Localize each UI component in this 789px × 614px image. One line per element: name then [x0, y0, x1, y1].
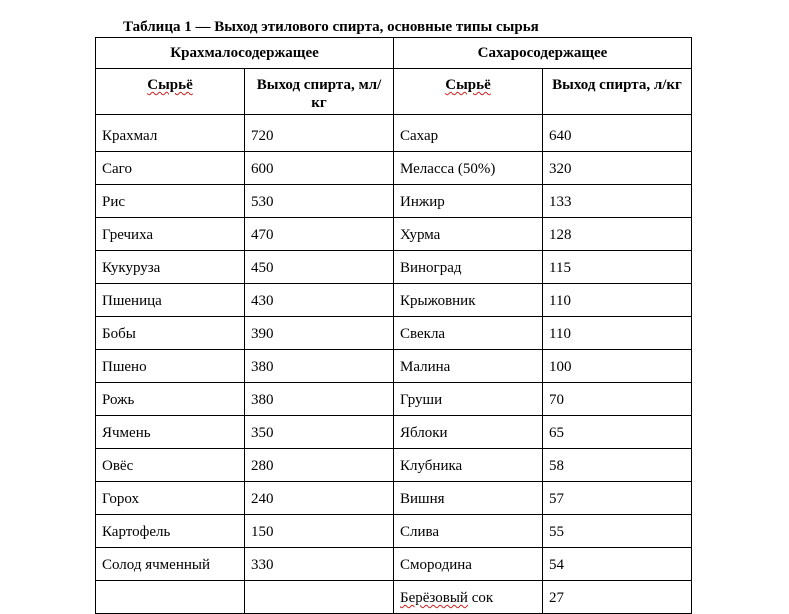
group-header-sugar: Сахаросодержащее [394, 38, 692, 69]
starch-material-cell: Рожь [96, 383, 245, 416]
sugar-yield-cell: 110 [543, 317, 692, 350]
starch-yield-cell: 280 [245, 449, 394, 482]
starch-material-cell: Саго [96, 152, 245, 185]
table-row [96, 185, 692, 218]
starch-yield-cell: 350 [245, 416, 394, 449]
starch-material-cell: Гречиха [96, 218, 245, 251]
sugar-material-cell: Свекла [394, 317, 543, 350]
starch-yield-cell: 150 [245, 515, 394, 548]
table-row [96, 115, 692, 152]
sugar-material-cell: Яблоки [394, 416, 543, 449]
column-header-row [96, 69, 692, 115]
sugar-yield-cell: 133 [543, 185, 692, 218]
sugar-yield-cell: 320 [543, 152, 692, 185]
table-row [96, 251, 692, 284]
starch-yield-cell: 430 [245, 284, 394, 317]
starch-material-cell: Кукуруза [96, 251, 245, 284]
sugar-material-cell [394, 581, 543, 614]
table-row [96, 449, 692, 482]
sugar-yield-cell: 128 [543, 218, 692, 251]
starch-yield-cell: 530 [245, 185, 394, 218]
sugar-yield-cell: 110 [543, 284, 692, 317]
column-header-sugar-yield: Выход спирта, л/кг [543, 69, 692, 115]
table-row [96, 317, 692, 350]
table-caption: Таблица 1 — Выход этилового спирта, основные типы сырья [123, 19, 539, 35]
starch-yield-cell: 330 [245, 548, 394, 581]
starch-material-cell: Пшеница [96, 284, 245, 317]
sugar-yield-cell: 54 [543, 548, 692, 581]
sugar-material-cell: Сахар [394, 115, 543, 152]
table-row [96, 218, 692, 251]
starch-yield-cell: 240 [245, 482, 394, 515]
starch-yield-cell: 600 [245, 152, 394, 185]
starch-material-cell: Пшено [96, 350, 245, 383]
sugar-yield-cell: 27 [543, 581, 692, 614]
sugar-material-cell: Вишня [394, 482, 543, 515]
starch-yield-cell: 380 [245, 383, 394, 416]
table-row [96, 581, 692, 614]
starch-material-cell: Солод ячменный [96, 548, 245, 581]
starch-yield-cell: 470 [245, 218, 394, 251]
sugar-material-cell: Груши [394, 383, 543, 416]
starch-yield-cell: 390 [245, 317, 394, 350]
sugar-material-cell: Слива [394, 515, 543, 548]
sugar-material-cell: Виноград [394, 251, 543, 284]
table-row [96, 152, 692, 185]
starch-material-cell: Бобы [96, 317, 245, 350]
sugar-yield-cell: 55 [543, 515, 692, 548]
sugar-yield-cell: 57 [543, 482, 692, 515]
sugar-yield-cell: 70 [543, 383, 692, 416]
sugar-yield-cell: 65 [543, 416, 692, 449]
sugar-material-cell: Смородина [394, 548, 543, 581]
starch-yield-cell: 720 [245, 115, 394, 152]
table-body [96, 38, 692, 614]
sugar-material-cell: Меласса (50%) [394, 152, 543, 185]
group-header-row [96, 38, 692, 69]
sugar-material-cell: Хурма [394, 218, 543, 251]
cell-word: сок [471, 590, 494, 606]
group-header-starch: Крахмалосодержащее [96, 38, 394, 69]
sugar-yield-cell: 100 [543, 350, 692, 383]
starch-yield-cell [245, 581, 394, 614]
starch-material-cell: Ячмень [96, 416, 245, 449]
table-row [96, 416, 692, 449]
column-header-starch-yield: Выход спирта, мл/кг [245, 69, 394, 115]
starch-material-cell: Крахмал [96, 115, 245, 152]
sugar-yield-cell: 640 [543, 115, 692, 152]
table-row [96, 284, 692, 317]
sugar-yield-cell: 115 [543, 251, 692, 284]
table-row [96, 383, 692, 416]
table-row [96, 515, 692, 548]
column-header-sugar-material [394, 69, 543, 115]
sugar-material-cell: Крыжовник [394, 284, 543, 317]
sugar-material-cell: Малина [394, 350, 543, 383]
spellcheck-word: Сырьё [445, 77, 491, 93]
sugar-material-cell: Инжир [394, 185, 543, 218]
column-header-starch-material [96, 69, 245, 115]
spellcheck-word: Сырьё [147, 77, 193, 93]
table-row [96, 548, 692, 581]
alcohol-yield-table [95, 37, 692, 614]
table-row [96, 482, 692, 515]
starch-material-cell [96, 581, 245, 614]
starch-material-cell: Картофель [96, 515, 245, 548]
table-row [96, 350, 692, 383]
starch-material-cell: Рис [96, 185, 245, 218]
spellcheck-word: Берёзовый [400, 590, 468, 606]
starch-material-cell: Овёс [96, 449, 245, 482]
sugar-yield-cell: 58 [543, 449, 692, 482]
starch-yield-cell: 450 [245, 251, 394, 284]
starch-material-cell: Горох [96, 482, 245, 515]
sugar-material-cell: Клубника [394, 449, 543, 482]
starch-yield-cell: 380 [245, 350, 394, 383]
